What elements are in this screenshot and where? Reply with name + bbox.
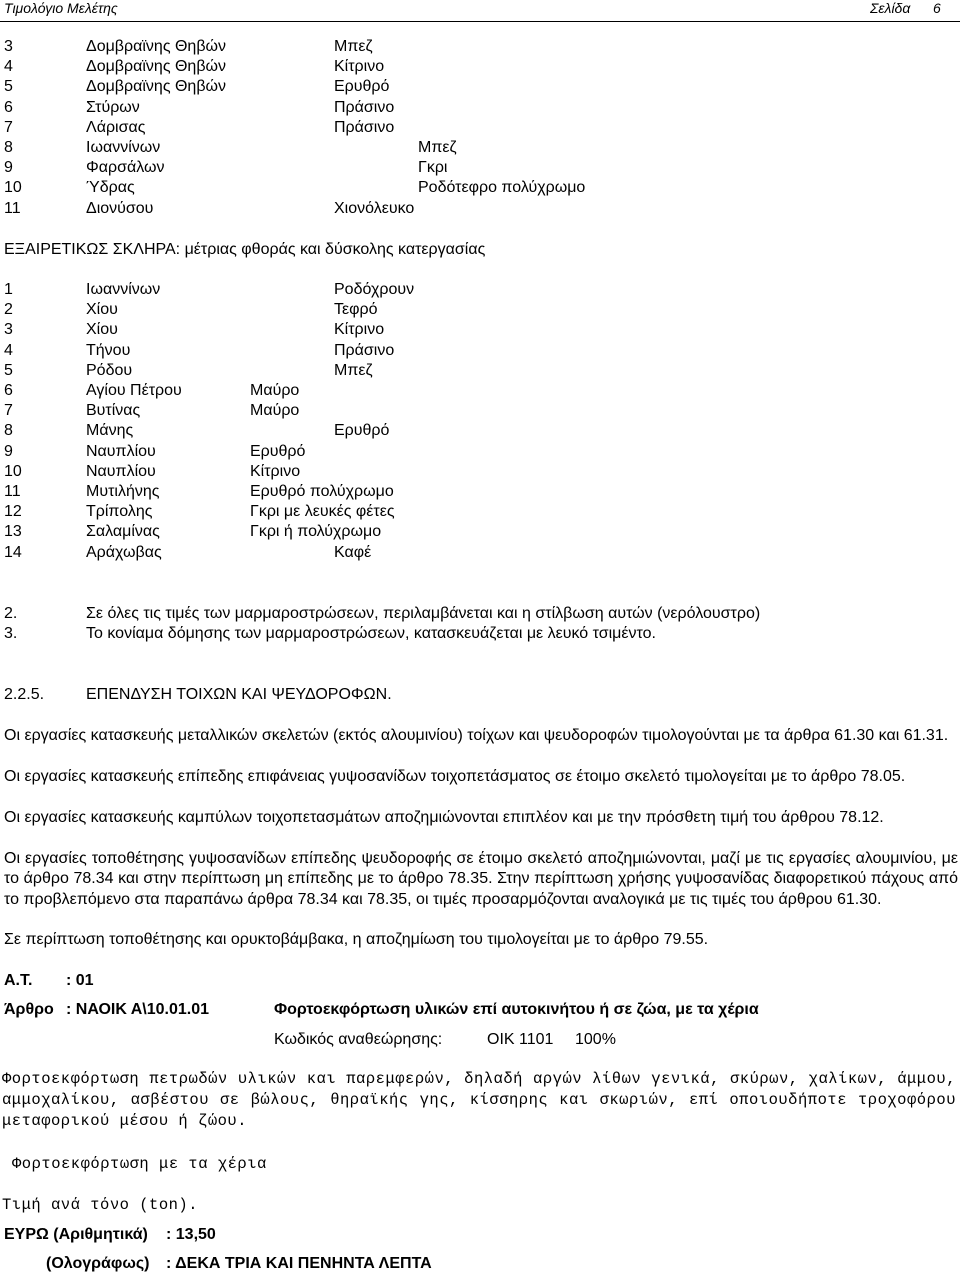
revision-percent: 100%	[575, 1031, 616, 1048]
item-number: 7	[4, 402, 13, 420]
item-color: Μπεζ	[334, 38, 373, 55]
list-item	[0, 544, 960, 564]
item-number: 7	[4, 118, 13, 136]
list-item	[0, 402, 960, 422]
item-color: Πράσινο	[334, 341, 395, 359]
item-number: 14	[4, 543, 22, 561]
list-item	[0, 139, 960, 159]
paragraph: Οι εργασίες τοποθέτησης γυψοσανίδων επίπεδης ψευδοροφής σε έτοιμο σκελετό αποζημιώνονται, μαζί με τις εργασίες αλουμινίου, με το άρθρο 78.34 και στην περίπτωση μη επίπεδης με το άρθρο 78.35. Στην περίπτωση χρήσης γυψοσανίδας διαφορετικού πάχους από το προβλεπόμενο στα παραπάνω άρθρα 78.34 και 78.35, οι τιμές προσαρμόζονται αναλογικά με τις τιμές του άρθρου 61.30.	[4, 850, 958, 908]
section-title: ΕΠΕΝΔΥΣΗ ΤΟΙΧΩΝ ΚΑΙ ΨΕΥΔΟΡΟΦΩΝ.	[86, 686, 392, 703]
arthro-label: Άρθρο	[4, 1001, 54, 1018]
item-number: 11	[4, 199, 21, 217]
item-number: 11	[4, 483, 21, 500]
revision-label: Κωδικός αναθεώρησης:	[274, 1031, 443, 1048]
at-label: Α.Τ.	[4, 972, 33, 989]
item-color: Γκρι ή πολύχρωμο	[250, 523, 382, 541]
item-number: 1	[4, 281, 13, 298]
item-place: Χίου	[86, 301, 118, 319]
item-color: Ερυθρό	[250, 442, 306, 460]
list-item	[0, 342, 960, 362]
article-title: Φορτοεκφόρτωση υλικών επί αυτοκινήτου ή σε ζώα, με τα χέρια	[274, 1001, 759, 1018]
item-place: Μάνης	[86, 422, 134, 440]
list-item	[0, 523, 960, 543]
note-number: 3.	[4, 625, 18, 642]
item-number: 8	[4, 139, 13, 156]
item-number: 12	[4, 503, 22, 521]
item-place: Μυτιλήνης	[86, 483, 160, 500]
item-number: 9	[4, 159, 13, 177]
header-rule	[0, 21, 960, 22]
item-place: Δομβραϊνης Θηβών	[86, 38, 227, 55]
item-place: Ναυπλίου	[86, 462, 156, 480]
item-place: Αγίου Πέτρου	[86, 382, 182, 399]
section-number: 2.2.5.	[4, 686, 45, 703]
list-item	[0, 301, 960, 321]
list-item	[0, 443, 960, 463]
item-color: Κίτρινο	[250, 462, 301, 480]
item-place: Στύρων	[86, 98, 140, 116]
item-number: 6	[4, 98, 13, 116]
item-color: Ερυθρό	[334, 78, 390, 96]
note-text: Το κονίαμα δόμησης των μαρμαροστρώσεων, κατασκευάζεται με λευκό τσιμέντο.	[86, 625, 656, 642]
unit-text: Τιμή ανά τόνο (ton).	[2, 1196, 199, 1214]
item-color: Χιονόλευκο	[334, 199, 415, 217]
paragraph: Οι εργασίες κατασκευής επίπεδης επιφάνειας γυψοσανίδων τοιχοπετάσματος σε έτοιμο σκελετό τιμολογείται με το άρθρο 78.05.	[4, 768, 906, 785]
item-color: Μαύρο	[250, 402, 300, 420]
item-color: Ερυθρό πολύχρωμο	[250, 483, 394, 500]
list-item	[0, 58, 960, 78]
list-item	[0, 38, 960, 58]
paragraph: Σε περίπτωση τοποθέτησης και ορυκτοβάμβακα, η αποζημίωση του τιμολογείται με το άρθρο 79.55.	[4, 931, 709, 948]
item-number: 9	[4, 442, 13, 460]
list-item	[0, 99, 960, 119]
item-number: 10	[4, 462, 22, 480]
item-number: 13	[4, 523, 22, 541]
list-item	[0, 463, 960, 483]
price-value: : 13,50	[166, 1226, 216, 1243]
item-color: Κίτρινο	[334, 58, 385, 76]
item-color: Γκρι	[418, 159, 448, 177]
item-place: Τήνου	[86, 341, 131, 359]
item-place: Φαρσάλων	[86, 159, 165, 177]
item-place: Διονύσου	[86, 199, 154, 217]
item-color: Μαύρο	[250, 382, 300, 399]
item-number: 5	[4, 361, 13, 379]
at-value: : 01	[66, 972, 94, 989]
list-item	[0, 200, 960, 220]
item-place: Χίου	[86, 321, 118, 339]
list-item	[0, 422, 960, 442]
item-color: Γκρι με λευκές φέτες	[250, 503, 395, 521]
section-heading: ΕΞΑΙΡΕΤΙΚΩΣ ΣΚΛΗΡΑ: μέτριας φθοράς και δύσκολης κατεργασίας	[4, 241, 486, 258]
item-color: Τεφρό	[334, 301, 378, 319]
item-color: Μπεζ	[334, 361, 373, 379]
list-item	[0, 281, 960, 301]
item-place: Σαλαμίνας	[86, 523, 160, 541]
item-color: Μπεζ	[418, 139, 457, 156]
list-item	[0, 321, 960, 341]
list-item	[0, 483, 960, 503]
item-number: 3	[4, 321, 13, 339]
item-color: Κίτρινο	[334, 321, 385, 339]
note-text: Σε όλες τις τιμές των μαρμαροστρώσεων, περιλαμβάνεται και η στίλβωση αυτών (νερόλουστρο)	[86, 605, 761, 622]
item-number: 5	[4, 78, 13, 96]
item-color: Καφέ	[334, 543, 372, 561]
item-color: Πράσινο	[334, 98, 395, 116]
article-subitem: Φορτοεκφόρτωση με τα χέρια	[12, 1155, 267, 1173]
item-number: 10	[4, 179, 22, 197]
item-color: Ερυθρό	[334, 422, 390, 440]
revision-code: ΟΙΚ 1101	[487, 1031, 554, 1048]
item-place: Αράχωβας	[86, 543, 162, 561]
note-number: 2.	[4, 605, 18, 622]
price-words-value: : ΔΕΚΑ ΤΡΙΑ ΚΑΙ ΠΕΝΗΝΤΑ ΛΕΠΤΑ	[166, 1255, 432, 1272]
item-color: Πράσινο	[334, 118, 395, 136]
item-place: Τρίπολης	[86, 503, 153, 521]
item-place: Ιωαννίνων	[86, 281, 161, 298]
item-place: Λάρισας	[86, 118, 146, 136]
item-place: Ύδρας	[86, 179, 135, 197]
page-number: 6	[933, 0, 941, 16]
item-place: Ιωαννίνων	[86, 139, 161, 156]
item-color: Ροδόχρουν	[334, 281, 415, 298]
list-item	[0, 78, 960, 98]
item-place: Ναυπλίου	[86, 442, 156, 460]
list-item	[0, 382, 960, 402]
page-label: Σελίδα	[870, 0, 911, 16]
list-item	[0, 119, 960, 139]
item-number: 8	[4, 422, 13, 440]
list-item	[0, 362, 960, 382]
price-label: ΕΥΡΩ (Αριθμητικά)	[4, 1226, 148, 1243]
item-number: 4	[4, 341, 13, 359]
paragraph: Οι εργασίες κατασκευής μεταλλικών σκελετών (εκτός αλουμινίου) τοίχων και ψευδοροφών τιμολογούνται με τα άρθρα 61.30 και 61.31.	[4, 727, 949, 744]
article-description: Φορτοεκφόρτωση πετρωδών υλικών και παρεμφερών, δηλαδή αργών λίθων γενικά, σκύρων, χαλίκων, άμμου, αμμοχαλίκου, ασβέστου σε βώλους, θηραϊκής γης, κίσσηρης και σκωριών, επί οποιουδήποτε τροχοφόρου μεταφορικού μέσου ή ζώου.	[2, 1070, 956, 1130]
item-place: Ρόδου	[86, 361, 133, 379]
arthro-value: : ΝΑΟΙΚ Α\10.01.01	[66, 1001, 210, 1018]
paragraph: Οι εργασίες κατασκευής καμπύλων τοιχοπετασμάτων αποζημιώνονται επιπλέον και με την πρόσθετη τιμή του άρθρου 78.12.	[4, 809, 884, 826]
item-number: 3	[4, 38, 13, 55]
item-number: 6	[4, 382, 13, 399]
price-words-label: (Ολογράφως)	[46, 1255, 150, 1272]
item-number: 4	[4, 58, 13, 76]
item-place: Βυτίνας	[86, 402, 141, 420]
item-place: Δομβραϊνης Θηβών	[86, 78, 227, 96]
item-color: Ροδότεφρο πολύχρωμο	[418, 179, 586, 197]
list-item	[0, 179, 960, 199]
list-item	[0, 159, 960, 179]
item-place: Δομβραϊνης Θηβών	[86, 58, 227, 76]
list-item	[0, 503, 960, 523]
document-title: Τιμολόγιο Μελέτης	[4, 0, 118, 16]
item-number: 2	[4, 301, 13, 319]
